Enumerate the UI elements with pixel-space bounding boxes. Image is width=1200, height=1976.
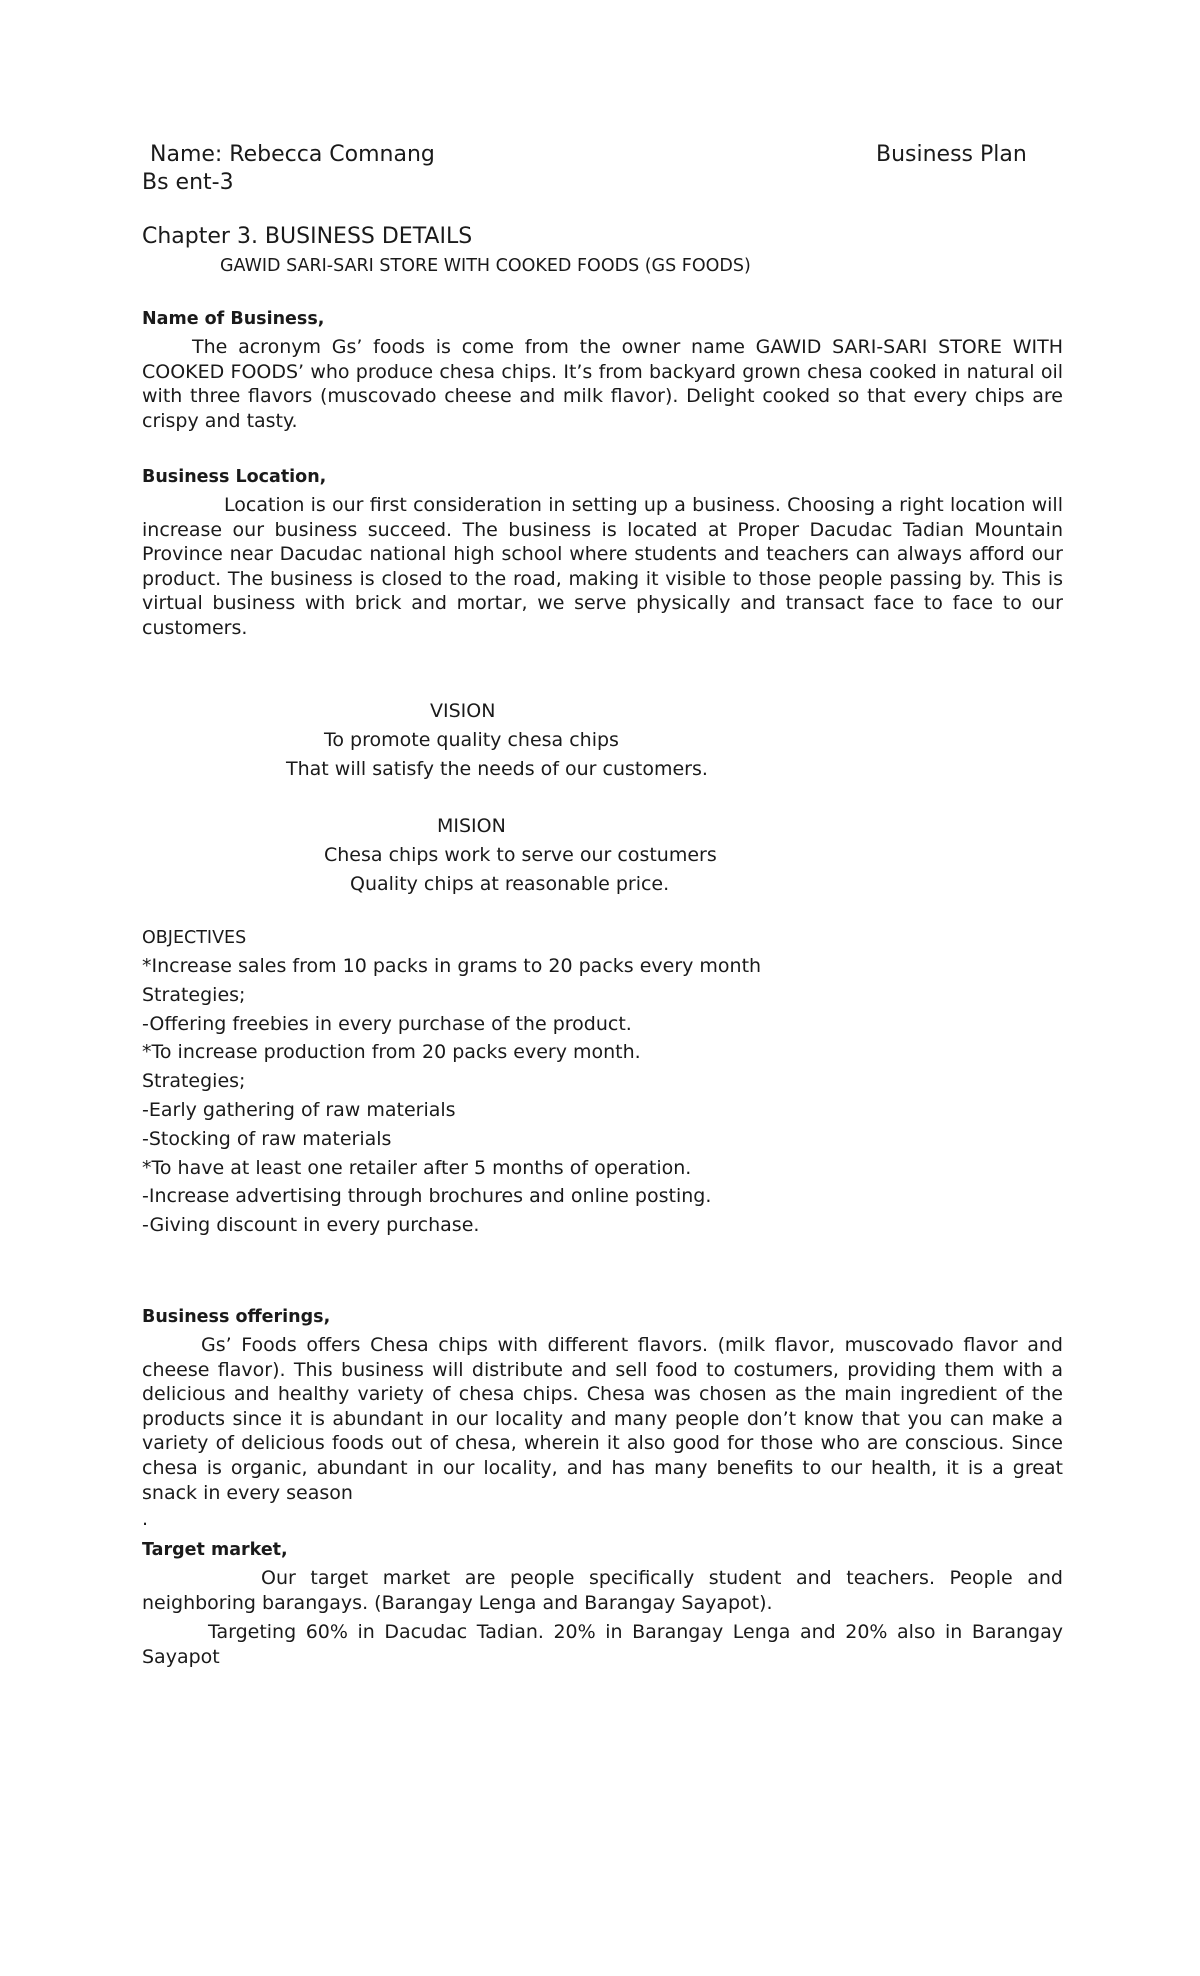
objective-item: *To increase production from 20 packs every month. xyxy=(142,1041,641,1064)
business-offerings-trailing: . xyxy=(142,1508,149,1530)
chapter-title: Chapter 3. BUSINESS DETAILS xyxy=(142,224,473,249)
objective-item: *To have at least one retailer after 5 months of operation. xyxy=(142,1156,692,1179)
business-location-heading: Business Location, xyxy=(142,467,327,487)
mission-line-1: Chesa chips work to serve our costumers xyxy=(324,844,717,866)
target-market-heading: Target market, xyxy=(142,1540,288,1560)
objective-item: -Offering freebies in every purchase of the product. xyxy=(142,1012,632,1035)
objective-item: Strategies; xyxy=(142,1070,246,1093)
business-offerings-text: Gs’ Foods offers Chesa chips with different flavors. (milk flavor, muscovado flavor and cheese flavor). This business will distribute and sell food to costumers, providing them with a delicious and healthy variety of chesa chips. Chesa was chosen as the main ingredient of the products since it is abundant in our locality and many people don’t know that you can make a variety of delicious foods out of chesa, wherein it also good for those who are conscious. Since chesa is organic, abundant in our locality, and has many benefits to our health, it is a great snack in every season xyxy=(142,1334,1063,1504)
business-offerings-heading: Business offerings, xyxy=(142,1307,331,1327)
chapter-subtitle: GAWID SARI-SARI STORE WITH COOKED FOODS (GS FOODS) xyxy=(220,256,751,276)
objective-item: Strategies; xyxy=(142,983,246,1006)
business-location-text: Location is our first consideration in setting up a business. Choosing a right location will increase our business succeed. The business is located at Proper Dacudac Tadian Mountain Province near Dacudac national high school where students and teachers can always afford our product. The business is closed to the road, making it visible to those people passing by. This is virtual business with brick and mortar, we serve physically and transact face to face to our customers. xyxy=(142,494,1063,639)
objective-item: -Giving discount in every purchase. xyxy=(142,1214,480,1237)
target-market-paragraph-1 xyxy=(142,1566,1063,1615)
author-class: Bs ent-3 xyxy=(142,170,234,195)
mission-title: MISION xyxy=(437,815,506,837)
objectives-list xyxy=(142,952,761,1240)
name-of-business-heading: Name of Business, xyxy=(142,309,325,329)
business-location-paragraph xyxy=(142,493,1063,641)
target-market-text-1: Our target market are people specifically student and teachers. People and neighboring barangays. (Barangay Lenga and Barangay Sayapot). xyxy=(142,1567,1063,1614)
name-of-business-paragraph xyxy=(142,335,1063,433)
objective-item: -Early gathering of raw materials xyxy=(142,1098,456,1121)
business-offerings-paragraph xyxy=(142,1333,1063,1505)
vision-line-2: That will satisfy the needs of our customers. xyxy=(286,758,708,780)
vision-title: VISION xyxy=(430,700,496,722)
objective-item: -Increase advertising through brochures and online posting. xyxy=(142,1185,712,1208)
mission-line-2: Quality chips at reasonable price. xyxy=(350,873,670,895)
target-market-paragraph-2 xyxy=(142,1620,1063,1669)
author-name: Name: Rebecca Comnang xyxy=(150,142,435,167)
objectives-title: OBJECTIVES xyxy=(142,928,247,948)
name-of-business-text: The acronym Gs’ foods is come from the owner name GAWID SARI-SARI STORE WITH COOKED FOODS’ who produce chesa chips. It’s from backyard grown chesa cooked in natural oil with three flavors (muscovado cheese and milk flavor). Delight cooked so that every chips are crispy and tasty. xyxy=(142,336,1063,432)
objective-item: *Increase sales from 10 packs in grams to 20 packs every month xyxy=(142,955,762,977)
document-type: Business Plan xyxy=(876,142,1027,167)
objective-item: -Stocking of raw materials xyxy=(142,1127,392,1150)
target-market-text-2: Targeting 60% in Dacudac Tadian. 20% in Barangay Lenga and 20% also in Barangay Sayapot xyxy=(142,1621,1063,1668)
vision-line-1: To promote quality chesa chips xyxy=(324,729,619,751)
